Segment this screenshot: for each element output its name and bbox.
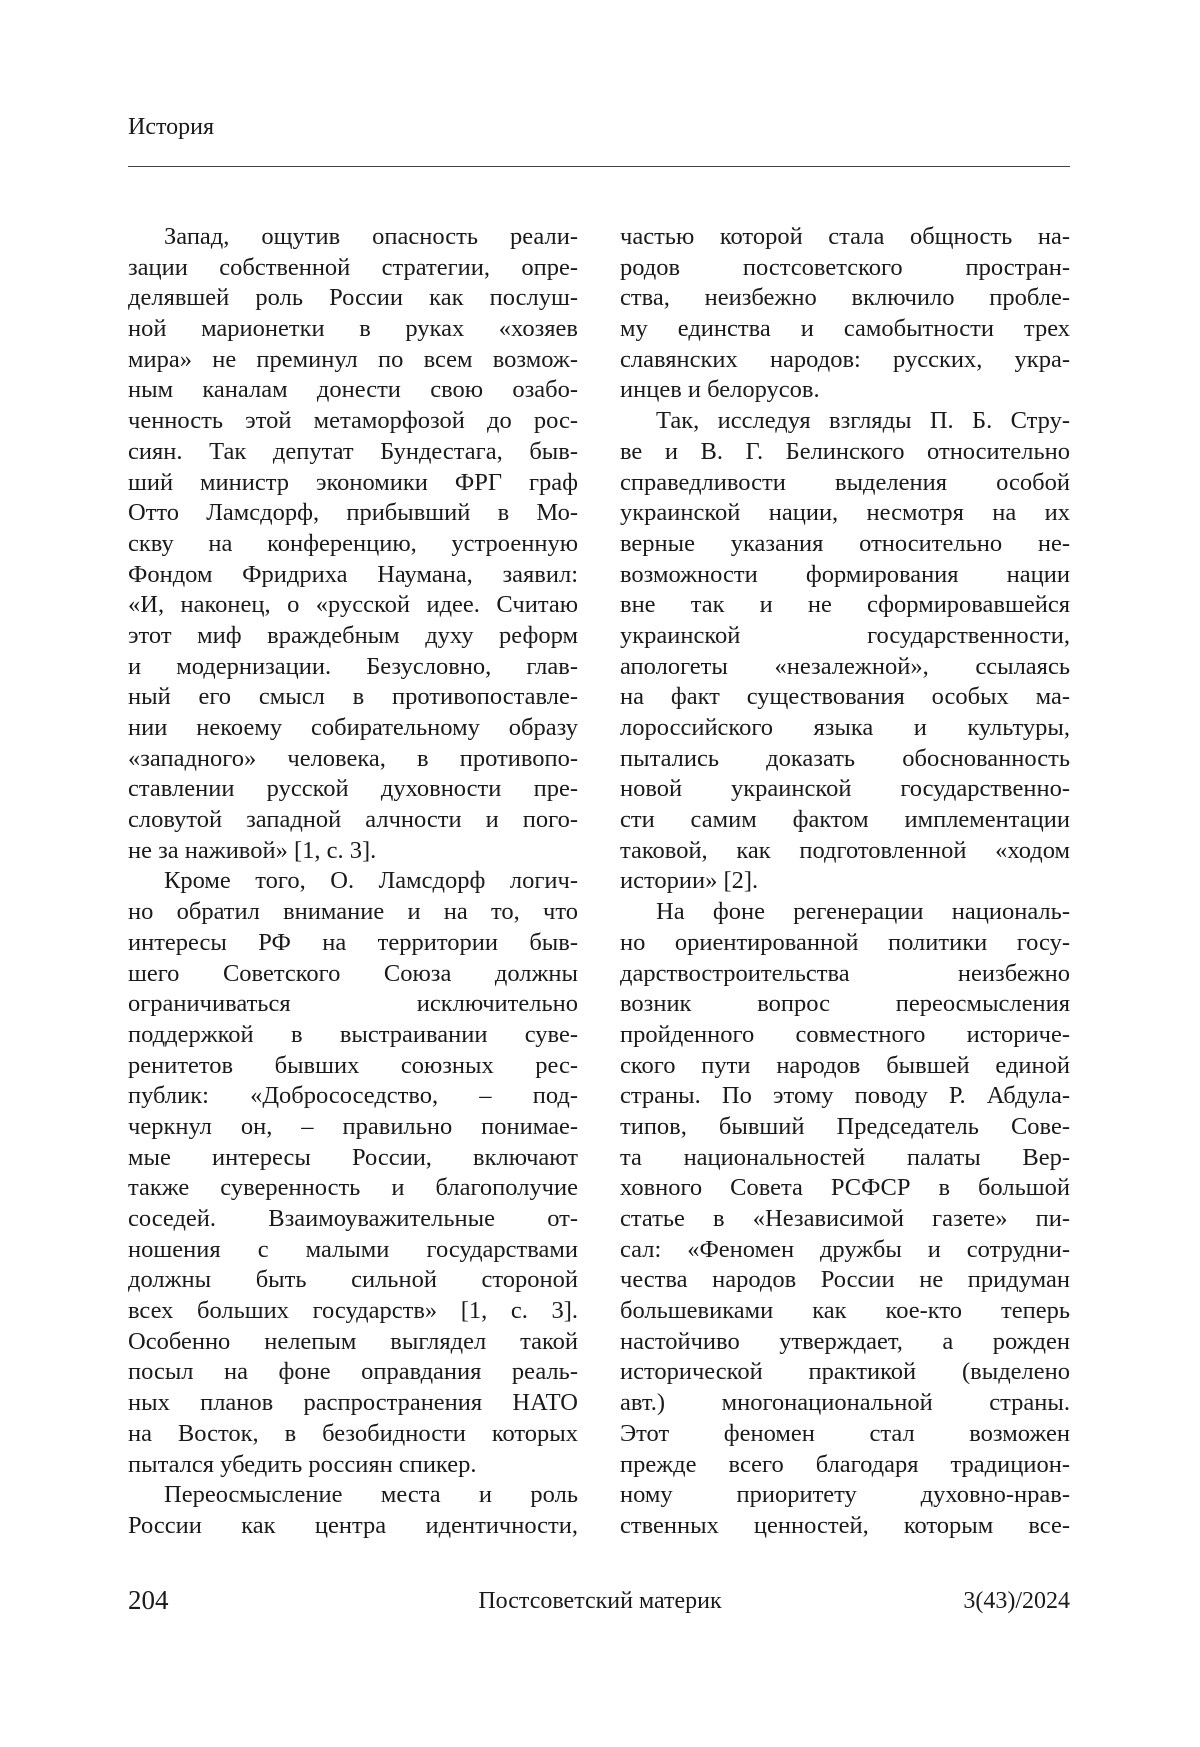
text-line: на факт существования особых ма- (620, 682, 1070, 713)
text-line: пройденного совместного историче- (620, 1020, 1070, 1051)
text-line: страны. По этому поводу Р. Абдула- (620, 1081, 1070, 1112)
text-line: скву на конференцию, устроенную (128, 529, 578, 560)
text-line: украинской государственности, (620, 621, 1070, 652)
text-line: словутой западной алчности и пого- (128, 805, 578, 836)
text-line: настойчиво утверждает, а рожден (620, 1327, 1070, 1358)
text-line: украинской нации, несмотря на их (620, 498, 1070, 529)
text-line: ренитетов бывших союзных рес- (128, 1051, 578, 1082)
text-column-left (128, 222, 578, 1542)
text-line: публик: «Добрососедство, – под- (128, 1081, 578, 1112)
text-line: Фондом Фридриха Наумана, заявил: (128, 560, 578, 591)
text-line: этот миф враждебным духу реформ (128, 621, 578, 652)
text-line: Особенно нелепым выглядел такой (128, 1327, 578, 1358)
text-line: черкнул он, – правильно понимае- (128, 1112, 578, 1143)
text-line: ных планов распространения НАТО (128, 1388, 578, 1419)
issue-number: 3(43)/2024 (963, 1588, 1070, 1615)
header-rule (128, 166, 1070, 167)
text-line: частью которой стала общность на- (620, 222, 1070, 253)
text-line: таковой, как подготовленной «ходом (620, 836, 1070, 867)
text-line: Этот феномен стал возможен (620, 1419, 1070, 1450)
running-header-section: История (128, 114, 214, 141)
text-line: му единства и самобытности трех (620, 314, 1070, 345)
text-line: ставлении русской духовности пре- (128, 774, 578, 805)
text-line: «И, наконец, о «русской идее. Считаю (128, 590, 578, 621)
text-line: дарствостроительства неизбежно (620, 959, 1070, 990)
text-line: соседей. Взаимоуважительные от- (128, 1204, 578, 1235)
text-line: ный его смысл в противопоставле- (128, 682, 578, 713)
text-line: На фоне регенерации националь- (620, 897, 1070, 928)
text-line: ному приоритету духовно-нрав- (620, 1480, 1070, 1511)
text-line: истории» [2]. (620, 866, 1070, 897)
text-line: поддержкой в выстраивании суве- (128, 1020, 578, 1051)
text-line: мые интересы России, включают (128, 1143, 578, 1174)
text-line: типов, бывший Председатель Сове- (620, 1112, 1070, 1143)
text-line: сиян. Так депутат Бундестага, быв- (128, 437, 578, 468)
text-line: шего Советского Союза должны (128, 959, 578, 990)
text-line: ограничиваться исключительно (128, 989, 578, 1020)
text-line: лороссийского языка и культуры, (620, 713, 1070, 744)
text-line: ченность этой метаморфозой до рос- (128, 406, 578, 437)
text-line: ственных ценностей, которым все- (620, 1511, 1070, 1542)
text-column-right (620, 222, 1070, 1542)
text-line: статье в «Независимой газете» пи- (620, 1204, 1070, 1235)
text-line: ве и В. Г. Белинского относительно (620, 437, 1070, 468)
text-line: большевиками как кое-кто теперь (620, 1296, 1070, 1327)
text-line: Переосмысление места и роль (128, 1480, 578, 1511)
text-line: делявшей роль России как послуш- (128, 283, 578, 314)
text-line: ношения с малыми государствами (128, 1235, 578, 1266)
text-line: пытались доказать обоснованность (620, 744, 1070, 775)
page-number: 204 (128, 1585, 169, 1616)
text-line: та национальностей палаты Вер- (620, 1143, 1070, 1174)
text-line: ского пути народов бывшей единой (620, 1051, 1070, 1082)
text-line: ховного Совета РСФСР в большой (620, 1173, 1070, 1204)
text-line: ной марионетки в руках «хозяев (128, 314, 578, 345)
text-line: интересы РФ на территории быв- (128, 928, 578, 959)
text-line: сал: «Феномен дружбы и сотрудни- (620, 1235, 1070, 1266)
text-line: нии некоему собирательному образу (128, 713, 578, 744)
text-line: Так, исследуя взгляды П. Б. Стру- (620, 406, 1070, 437)
text-line: мира» не преминул по всем возмож- (128, 345, 578, 376)
text-line: не за наживой» [1, с. 3]. (128, 836, 578, 867)
text-line: новой украинской государственно- (620, 774, 1070, 805)
text-line: также суверенность и благополучие (128, 1173, 578, 1204)
text-line: на Восток, в безобидности которых (128, 1419, 578, 1450)
text-line: и модернизации. Безусловно, глав- (128, 652, 578, 683)
text-line: Кроме того, О. Ламсдорф логич- (128, 866, 578, 897)
text-line: прежде всего благодаря традицион- (620, 1450, 1070, 1481)
text-line: верные указания относительно не- (620, 529, 1070, 560)
text-line: апологеты «незалежной», ссылаясь (620, 652, 1070, 683)
text-line: возник вопрос переосмысления (620, 989, 1070, 1020)
text-line: Отто Ламсдорф, прибывший в Мо- (128, 498, 578, 529)
text-line: ным каналам донести свою озабо- (128, 375, 578, 406)
text-line: сти самим фактом имплементации (620, 805, 1070, 836)
text-line: чества народов России не придуман (620, 1265, 1070, 1296)
text-line: России как центра идентичности, (128, 1511, 578, 1542)
text-line: всех больших государств» [1, с. 3]. (128, 1296, 578, 1327)
text-line: инцев и белорусов. (620, 375, 1070, 406)
text-line: родов постсоветского простран- (620, 253, 1070, 284)
text-line: ший министр экономики ФРГ граф (128, 468, 578, 499)
text-line: пытался убедить россиян спикер. (128, 1450, 578, 1481)
text-line: славянских народов: русских, укра- (620, 345, 1070, 376)
text-line: посыл на фоне оправдания реаль- (128, 1357, 578, 1388)
text-line: ства, неизбежно включило пробле- (620, 283, 1070, 314)
text-line: справедливости выделения особой (620, 468, 1070, 499)
text-line: но обратил внимание и на то, что (128, 897, 578, 928)
text-line: Запад, ощутив опасность реали- (128, 222, 578, 253)
journal-title: Постсоветский материк (0, 1588, 1200, 1615)
text-line: вне так и не сформировавшейся (620, 590, 1070, 621)
text-line: возможности формирования нации (620, 560, 1070, 591)
text-line: авт.) многонациональной страны. (620, 1388, 1070, 1419)
text-line: зации собственной стратегии, опре- (128, 253, 578, 284)
text-line: должны быть сильной стороной (128, 1265, 578, 1296)
text-line: «западного» человека, в противопо- (128, 744, 578, 775)
text-line: но ориентированной политики госу- (620, 928, 1070, 959)
text-line: исторической практикой (выделено (620, 1357, 1070, 1388)
